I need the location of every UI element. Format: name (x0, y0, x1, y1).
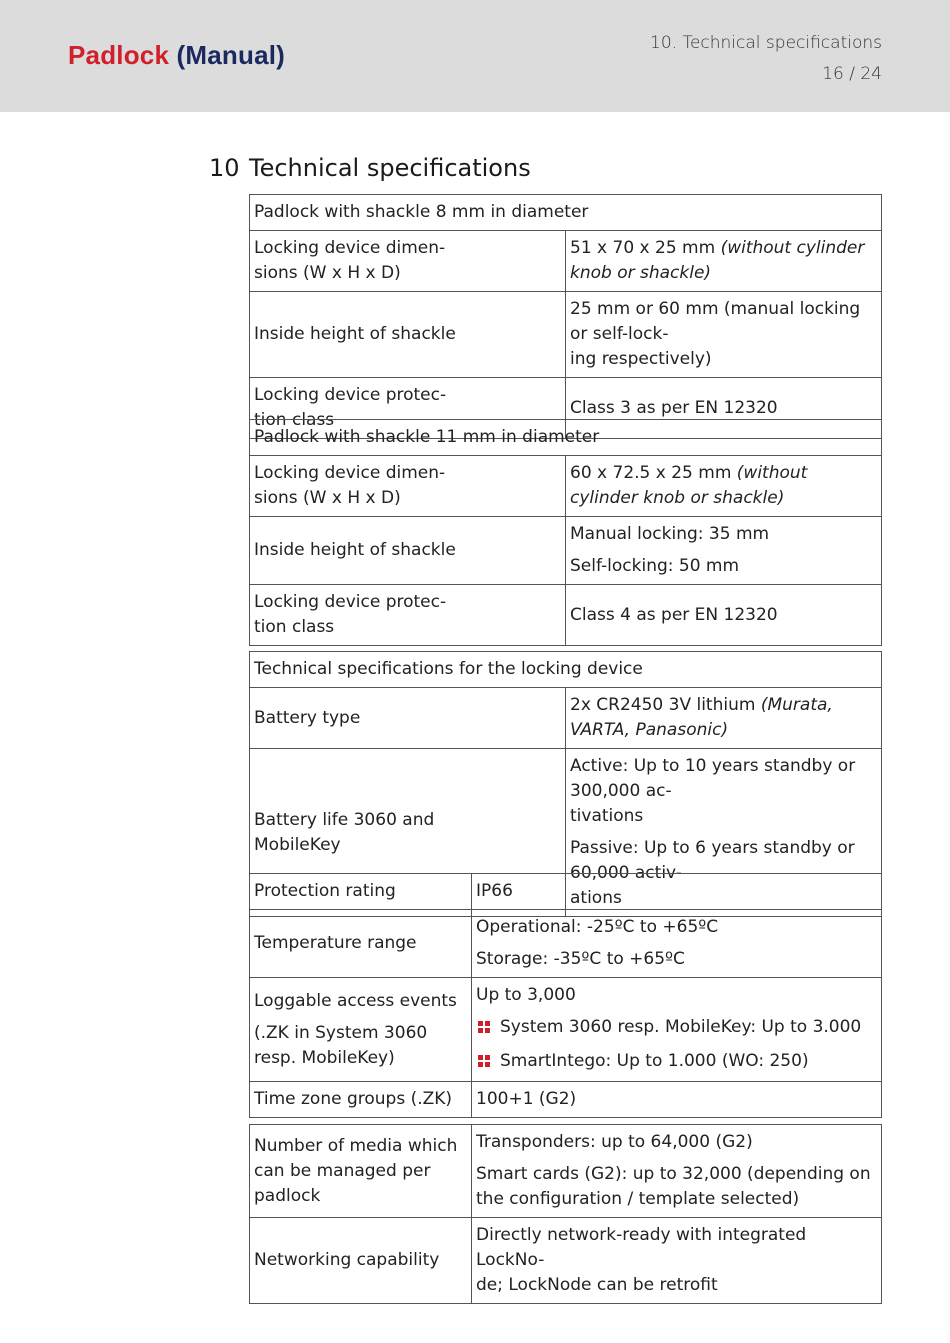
row-key: Inside height of shackle (250, 517, 566, 585)
chapter-title: 10. Technical specifications (650, 33, 882, 53)
brand-main: Padlock (68, 40, 170, 70)
row-value: Operational: -25ºC to +65ºC Storage: -35ºC to +65ºC (472, 910, 882, 978)
row-key: Loggable access events (.ZK in System 3060 resp. MobileKey) (250, 978, 472, 1082)
row-key: Locking device dimen- sions (W x H x D) (250, 456, 566, 517)
table-row (250, 456, 882, 517)
row-key: Locking device dimen- sions (W x H x D) (250, 231, 566, 292)
document-title (68, 40, 285, 71)
row-value: Class 4 as per EN 12320 (566, 585, 882, 646)
row-key: Protection rating (250, 874, 472, 910)
table-heading: Technical specifications for the locking device (250, 652, 882, 688)
section-heading (209, 154, 531, 182)
spec-table-general (249, 873, 882, 1118)
row-key: Inside height of shackle (250, 292, 566, 378)
row-key: Time zone groups (.ZK) (250, 1082, 472, 1118)
spec-table-media-network (249, 1124, 882, 1304)
bullet-icon (478, 1055, 490, 1067)
table-row (250, 231, 882, 292)
row-key: Battery life 3060 and MobileKey (250, 749, 566, 917)
row-value: 2x CR2450 3V lithium (Murata, VARTA, Panasonic) (566, 688, 882, 749)
row-value: Up to 3,000 System 3060 resp. MobileKey: Up to 3.000 SmartIntego: Up to 1.000 (WO: 250) (472, 978, 882, 1082)
table-heading: Padlock with shackle 11 mm in diameter (250, 420, 882, 456)
row-key: Locking device protec- tion class (250, 378, 566, 439)
table-row (250, 585, 882, 646)
row-key: Battery type (250, 688, 566, 749)
row-value: 25 mm or 60 mm (manual locking or self-lock- ing respectively) (566, 292, 882, 378)
page-number: 16 / 24 (822, 64, 882, 84)
table-heading: Padlock with shackle 8 mm in diameter (250, 195, 882, 231)
table-row (250, 688, 882, 749)
row-value: Class 3 as per EN 12320 (566, 378, 882, 439)
page-header (0, 0, 950, 112)
list-item: System 3060 resp. MobileKey: Up to 3.000 (476, 1015, 877, 1040)
list-item: SmartIntego: Up to 1.000 (WO: 250) (476, 1049, 877, 1074)
header-meta (650, 28, 882, 90)
brand-sub: (Manual) (176, 40, 286, 70)
row-value: Manual locking: 35 mm Self-locking: 50 mm (566, 517, 882, 585)
table-row (250, 1125, 882, 1218)
section-title: Technical specifications (249, 154, 531, 182)
table-row (250, 1082, 882, 1118)
table-row (250, 517, 882, 585)
row-key: Locking device protec- tion class (250, 585, 566, 646)
spec-table-shackle-11mm (249, 419, 882, 646)
row-value: Directly network-ready with integrated LockNo- de; LockNode can be retrofit (472, 1218, 882, 1304)
row-value: 60 x 72.5 x 25 mm (without cylinder knob or shackle) (566, 456, 882, 517)
row-key: Temperature range (250, 910, 472, 978)
row-value: IP66 (472, 874, 882, 910)
row-value: Active: Up to 10 years standby or 300,000 ac- tivations Passive: Up to 6 years standby or 60,000 activ- ations (566, 749, 882, 917)
table-row (250, 978, 882, 1082)
table-row (250, 1218, 882, 1304)
bullet-icon (478, 1021, 490, 1033)
table-row (250, 910, 882, 978)
table-row (250, 292, 882, 378)
section-number: 10 (209, 154, 240, 182)
row-value: Transponders: up to 64,000 (G2) Smart cards (G2): up to 32,000 (depending on the configuration / template selected) (472, 1125, 882, 1218)
row-key: Networking capability (250, 1218, 472, 1304)
table-row (250, 874, 882, 910)
row-value: 100+1 (G2) (472, 1082, 882, 1118)
row-key: Number of media which can be managed per padlock (250, 1125, 472, 1218)
row-value: 51 x 70 x 25 mm (without cylinder knob or shackle) (566, 231, 882, 292)
spec-table-shackle-8mm (249, 194, 882, 439)
